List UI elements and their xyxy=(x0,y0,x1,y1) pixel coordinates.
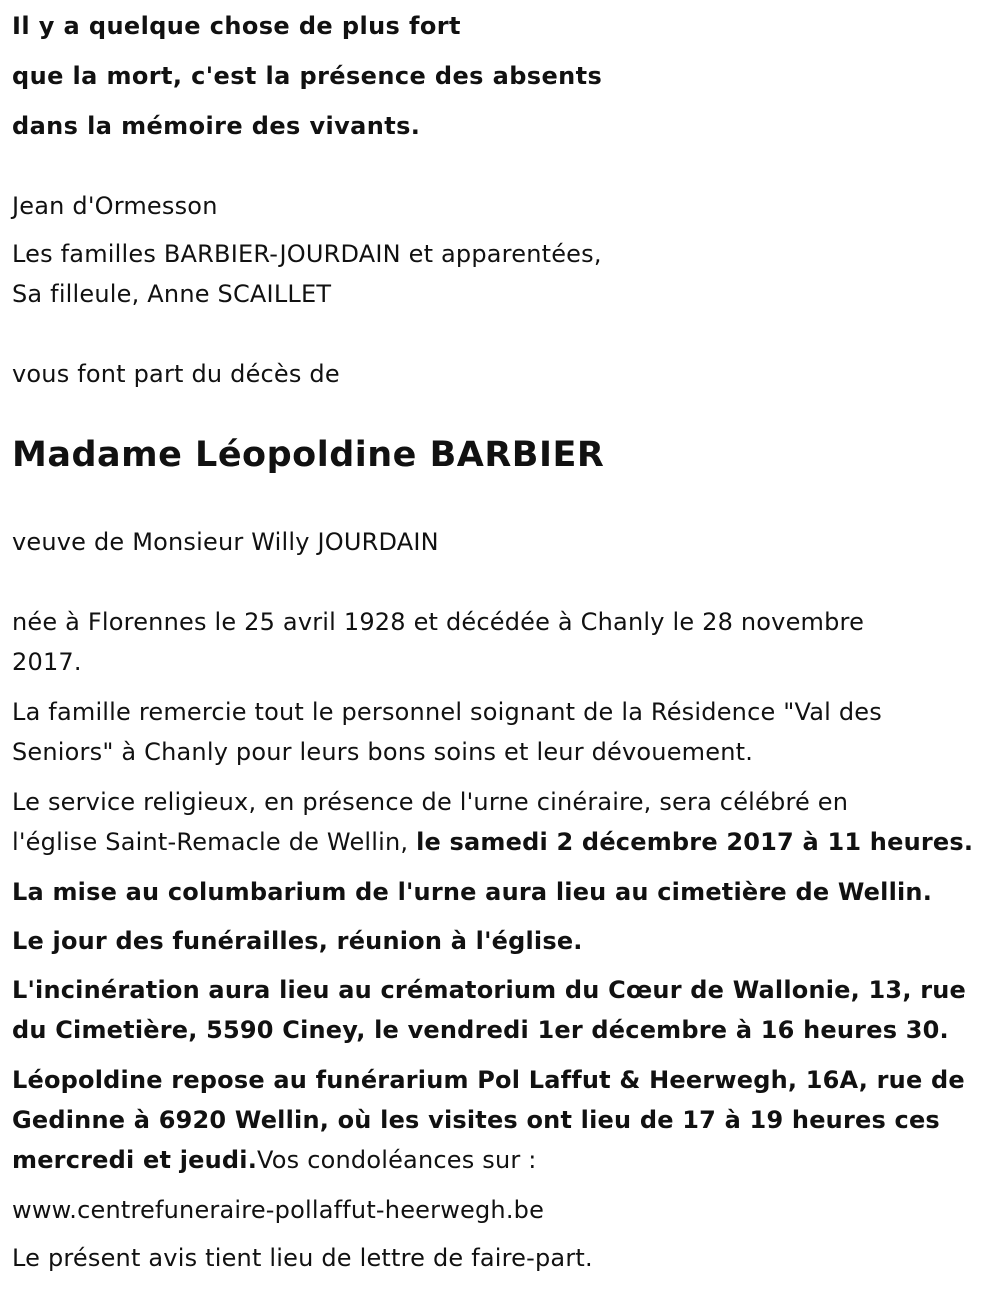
deceased-name: Madame Léopoldine BARBIER xyxy=(12,435,605,475)
service-location: l'église Saint-Remacle de Wellin, xyxy=(12,828,417,856)
service-date: le samedi 2 décembre 2017 à 11 heures. xyxy=(416,828,974,856)
rest-line-3 xyxy=(12,1140,537,1180)
visit-days: mercredi et jeudi. xyxy=(12,1146,258,1174)
incineration-line-2: du Cimetière, 5590 Ciney, le vendredi 1er décembre à 16 heures 30. xyxy=(12,1016,949,1044)
families-line-1: Les familles BARBIER-JOURDAIN et apparentées, xyxy=(12,240,602,268)
quote-author: Jean d'Ormesson xyxy=(12,192,218,220)
widow-of-text: veuve de Monsieur Willy JOURDAIN xyxy=(12,528,439,556)
announcement-text: vous font part du décès de xyxy=(12,360,340,388)
service-line-1: Le service religieux, en présence de l'urne cinéraire, sera célébré en xyxy=(12,788,849,816)
condolences-label: Vos condoléances sur : xyxy=(257,1146,537,1174)
service-line-2 xyxy=(12,822,973,862)
thanks-line-2: Seniors" à Chanly pour leurs bons soins et leur dévouement. xyxy=(12,738,754,766)
quote-line-3: dans la mémoire des vivants. xyxy=(12,112,421,140)
meeting-text: Le jour des funérailles, réunion à l'église. xyxy=(12,927,583,955)
thanks-line-1: La famille remercie tout le personnel soignant de la Résidence "Val des xyxy=(12,698,882,726)
birth-death-line-1: née à Florennes le 25 avril 1928 et décédée à Chanly le 28 novembre xyxy=(12,608,865,636)
quote-line-1: Il y a quelque chose de plus fort xyxy=(12,12,461,40)
closing-text: Le présent avis tient lieu de lettre de faire-part. xyxy=(12,1244,593,1272)
birth-death-line-2: 2017. xyxy=(12,648,82,676)
families-line-2: Sa filleule, Anne SCAILLET xyxy=(12,280,332,308)
rest-line-1: Léopoldine repose au funérarium Pol Laffut & Heerwegh, 16A, rue de xyxy=(12,1066,965,1094)
incineration-line-1: L'incinération aura lieu au crématorium du Cœur de Wallonie, 13, rue xyxy=(12,976,966,1004)
columbarium-text: La mise au columbarium de l'urne aura lieu au cimetière de Wellin. xyxy=(12,878,933,906)
condolences-website-link[interactable]: www.centrefuneraire-pollaffut-heerwegh.be xyxy=(12,1196,545,1224)
rest-line-2: Gedinne à 6920 Wellin, où les visites ont lieu de 17 à 19 heures ces xyxy=(12,1106,940,1134)
quote-line-2: que la mort, c'est la présence des absents xyxy=(12,62,603,90)
